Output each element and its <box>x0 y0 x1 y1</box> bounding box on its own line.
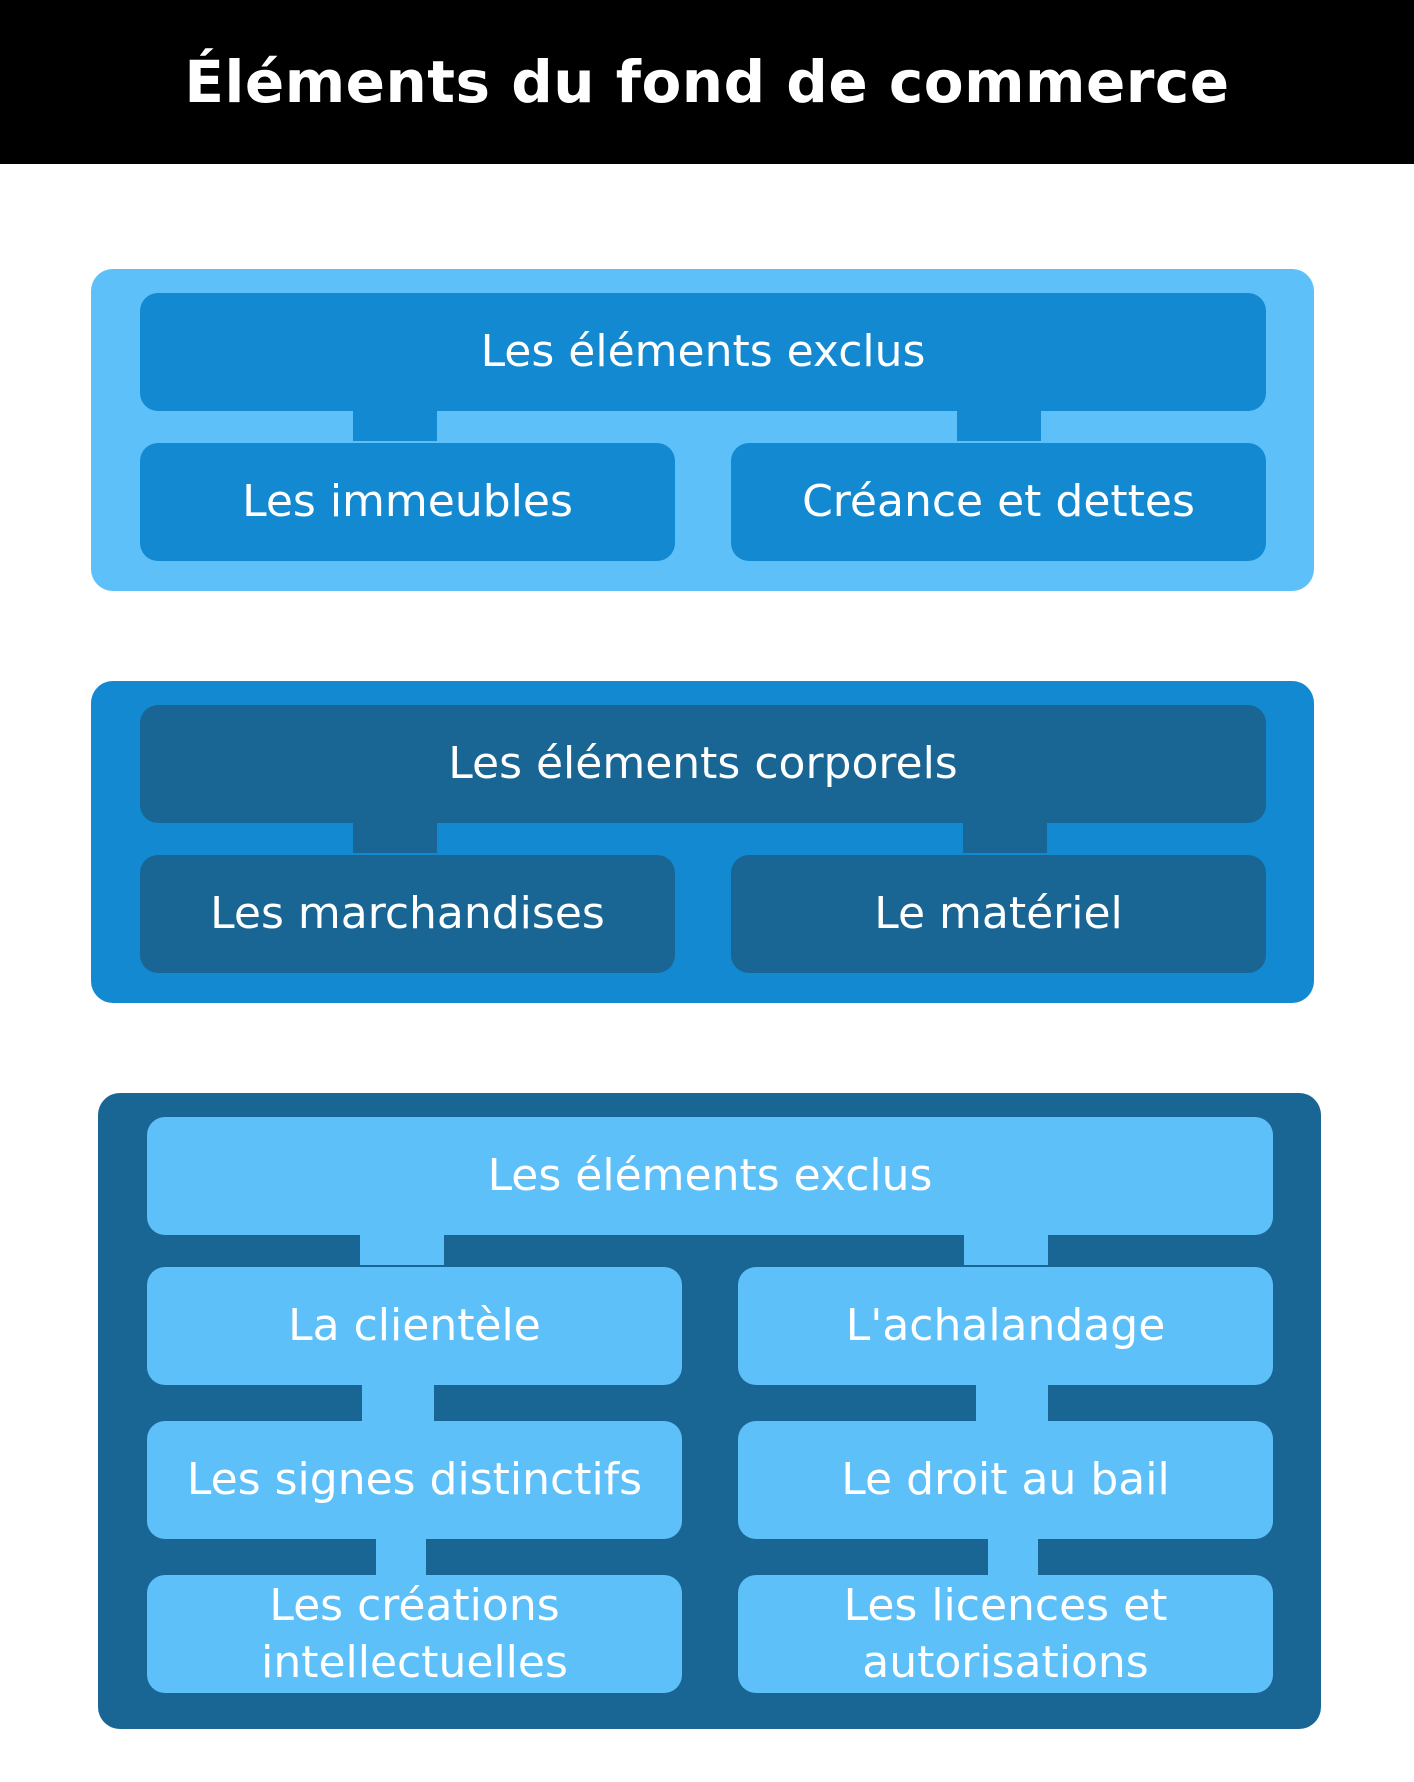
page-title: Éléments du fond de commerce <box>184 48 1230 116</box>
connector <box>976 1383 1048 1421</box>
connector <box>963 819 1047 853</box>
diagram-node: Les licences et autorisations <box>738 1575 1273 1693</box>
page-header <box>0 0 1414 164</box>
connector <box>362 1383 434 1421</box>
section-heading: Les éléments exclus <box>147 1117 1273 1235</box>
diagram-node: Les créations intellectuelles <box>147 1575 682 1693</box>
connector <box>360 1231 444 1265</box>
diagram-node: Créance et dettes <box>731 443 1266 561</box>
diagram-node: Le matériel <box>731 855 1266 973</box>
connector <box>988 1537 1038 1575</box>
diagram-node: L'achalandage <box>738 1267 1273 1385</box>
connector <box>964 1231 1048 1265</box>
diagram-node: Les signes distinctifs <box>147 1421 682 1539</box>
diagram-node: Le droit au bail <box>738 1421 1273 1539</box>
connector <box>957 407 1041 441</box>
diagram-node: Les marchandises <box>140 855 675 973</box>
section-heading: Les éléments corporels <box>140 705 1266 823</box>
connector <box>353 819 437 853</box>
diagram-node: Les immeubles <box>140 443 675 561</box>
section-excluded-elements-1 <box>91 269 1314 591</box>
connector <box>376 1537 426 1575</box>
connector <box>353 407 437 441</box>
diagram-node: La clientèle <box>147 1267 682 1385</box>
section-tangible-elements <box>91 681 1314 1003</box>
section-heading: Les éléments exclus <box>140 293 1266 411</box>
section-excluded-elements-2 <box>98 1093 1321 1729</box>
